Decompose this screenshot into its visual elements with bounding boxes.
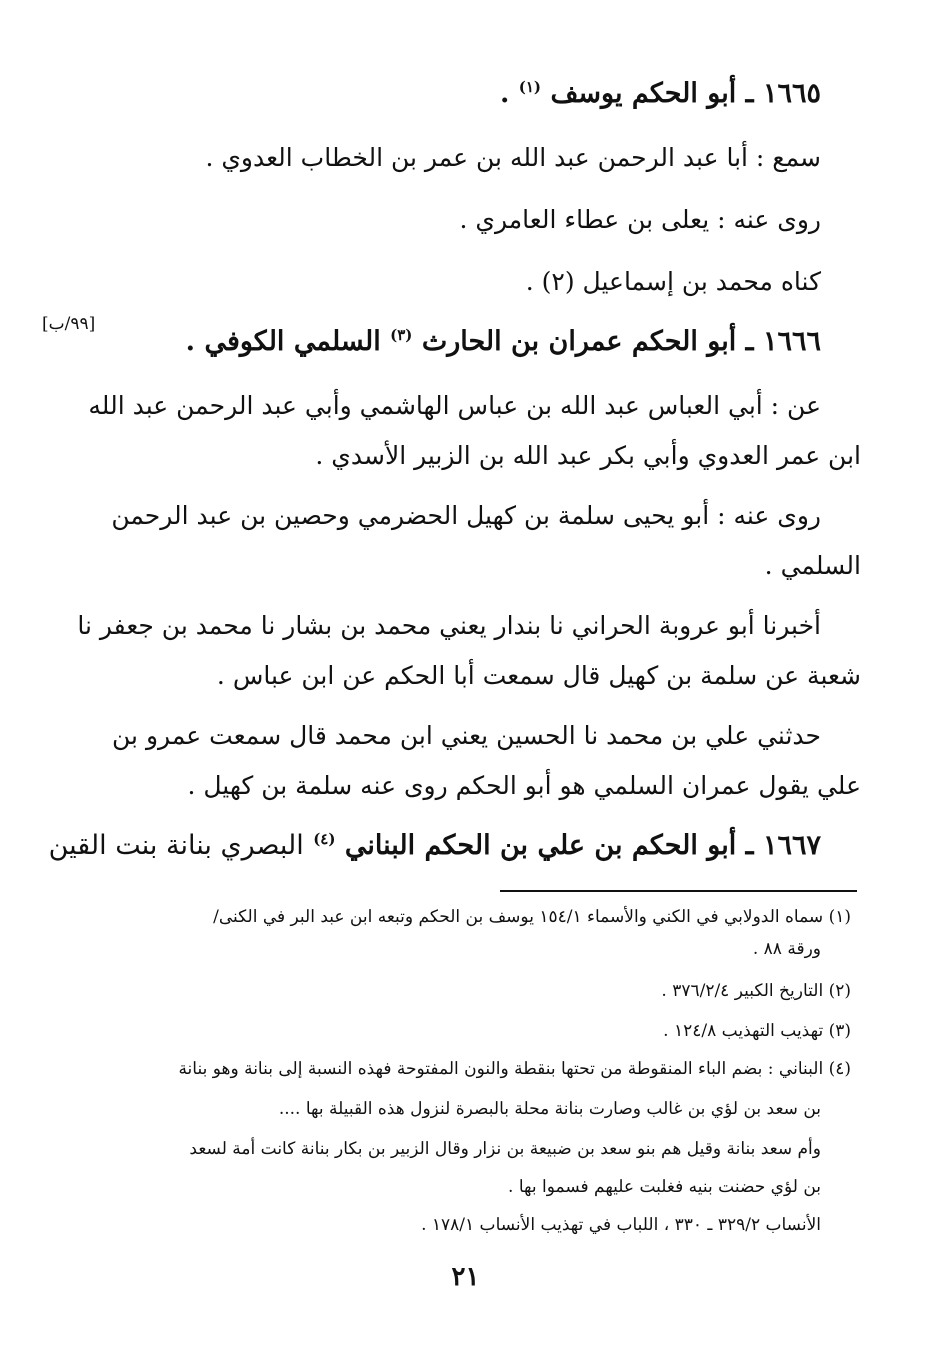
entry-1666-line: علي يقول عمران السلمي هو أبو الحكم روى عنه سلمة بن كهيل . (187, 771, 861, 800)
entry-1665-line: روى عنه : يعلى بن عطاء العامري . (459, 205, 821, 234)
entry-1666-line: السلمي . (764, 551, 861, 580)
entry-1666-line: شعبة عن سلمة بن كهيل قال سمعت أبا الحكم عن ابن عباس . (216, 661, 861, 690)
footnote-line: بن لؤي حضنت بنيه فغلبت عليهم فسموا بها . (508, 1177, 821, 1197)
entry-1665-line: كناه محمد بن إسماعيل (٢) . (525, 267, 821, 296)
footnote-line: (١) سماه الدولابي في الكني والأسماء ١٥٤/١ يوسف بن الحكم وتبعه ابن عبد البر في الكنى/ (213, 907, 851, 927)
entry-1666-line: أخبرنا أبو عروبة الحراني نا بندار يعني محمد بن بشار نا محمد بن جعفر نا (77, 611, 821, 640)
footnote-line: بن سعد بن لؤي بن غالب وصارت بنانة محلة بالبصرة لنزول هذه القبيلة بها .... (278, 1099, 821, 1119)
footnote-line: ورقة ٨٨ . (752, 939, 821, 959)
footnote-line: (٣) تهذيب التهذيب ١٢٤/٨ . (663, 1021, 851, 1041)
entry-1666-line: ابن عمر العدوي وأبي بكر عبد الله بن الزبير الأسدي . (315, 441, 861, 470)
footnote-line: وأم سعد بنانة وقيل هم بنو سعد بن ضبيعة بن نزار وقال الزبير بن بكار بنانة كانت أمة لسعد (189, 1139, 821, 1159)
entry-1665-heading: ١٦٦٥ ـ أبو الحكم يوسف $^{(١)}$ . (499, 78, 821, 109)
entry-1666-line: روى عنه : أبو يحيى سلمة بن كهيل الحضرمي وحصين بن عبد الرحمن (111, 501, 821, 530)
entry-1667-heading: ١٦٦٧ ـ أبو الحكم بن علي بن الحكم البناني $^{(٤)}$ البصري بنانة بنت القين (48, 830, 821, 861)
footnote-line: الأنساب ٣٢٩/٢ ـ ٣٣٠ ، اللباب في تهذيب الأنساب ١٧٨/١ . (421, 1215, 821, 1235)
footnote-line: (٤) البناني : بضم الباء المنقوطة من تحتها بنقطة والنون المفتوحة فهذه النسبة إلى بنانة وهو بنانة (178, 1059, 851, 1079)
entry-1665-line: سمع : أبا عبد الرحمن عبد الله بن عمر بن الخطاب العدوي . (205, 143, 821, 172)
margin-note: [٩٩/ب] (42, 314, 96, 334)
entry-1666-line: عن : أبي العباس عبد الله بن عباس الهاشمي وأبي عبد الرحمن عبد الله (88, 391, 821, 420)
entry-1666-heading: ١٦٦٦ ـ أبو الحكم عمران بن الحارث $^{(٣)}$ السلمي الكوفي . (185, 326, 821, 357)
page-number: ٢١ (451, 1262, 480, 1292)
footnote-rule (500, 890, 857, 892)
footnote-line: (٢) التاريخ الكبير ٣٧٦/٢/٤ . (661, 981, 851, 1001)
entry-1666-line: حدثني علي بن محمد نا الحسين يعني ابن محمد قال سمعت عمرو بن (112, 721, 821, 750)
